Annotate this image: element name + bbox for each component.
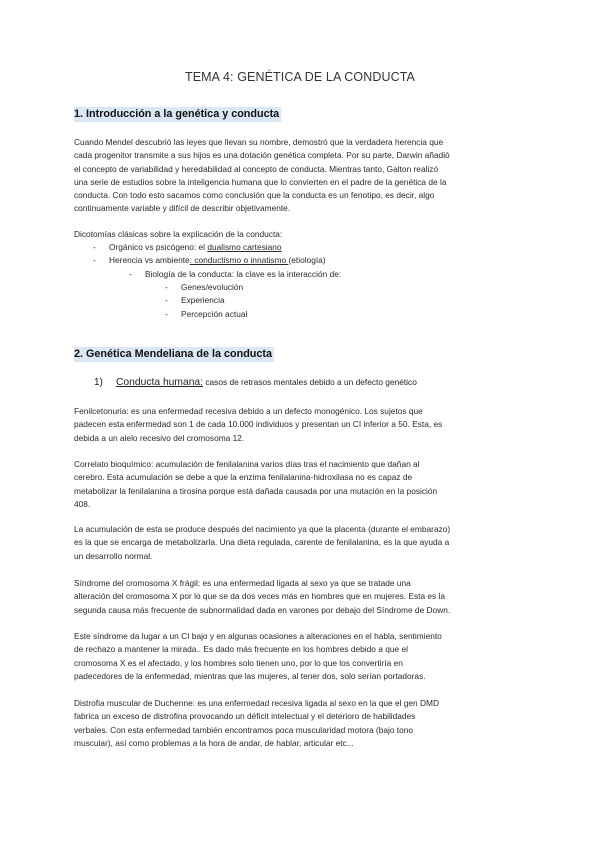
paragraph-sindrome xyxy=(74,630,534,683)
text-line: Síndrome del cromosoma X frágil: es una enfermedad ligada al sexo ya que se tratade una xyxy=(74,578,411,588)
text-line: de rechazo a mantener la mirada.. Es dado más frecuente en los hombres debido a que el xyxy=(74,644,408,655)
text-line: cada progenitor transmite a sus hijos es una dotación genética completa. Por su parte, Darwin añadió xyxy=(74,150,450,161)
text-line: Este síndrome da lugar a un CI bajo y en algunas ocasiones a alteraciones en el habla, sentimiento xyxy=(74,631,442,641)
paragraph-acumulacion xyxy=(74,523,534,563)
list-item-tail: (etiología) xyxy=(288,255,326,265)
bullet-dash: - xyxy=(93,242,96,252)
section-1-heading xyxy=(74,108,281,120)
text-line: el concepto de variabilidad y heredabilidad al concepto de conducta. Mientras tanto, Galton realizó xyxy=(74,163,439,174)
text-line: segunda causa más frecuente de subnormalidad dada en varones por debajo del Síndrome de Down. xyxy=(74,604,451,615)
text-line: debida a un alelo recesivo del cromosoma 12. xyxy=(74,432,245,443)
bullet-dash: - xyxy=(165,309,168,319)
list-item-text: Orgánico vs psicógeno: el xyxy=(109,242,208,252)
text-line: padecedores de la enfermedad, mientras que las mujeres, al tener dos, solo serían portadoras. xyxy=(74,670,426,681)
text-line: Fenilcetonuria: es una enfermedad recesiva debido a un defecto monogénico. Los sujetos que xyxy=(74,406,423,416)
subsection-label: Conducta humana: xyxy=(116,377,204,388)
bullet-dash: - xyxy=(165,295,168,305)
conductismo-link[interactable]: : conductismo o innatismo xyxy=(189,255,289,265)
text-line: verbales. Con esta enfermedad también encontramos poca muscularidad motora (bajo tono xyxy=(74,724,414,735)
text-line: alteración del cromosoma X por lo que se da dos veces más en hombres que en mujeres. Esta es la xyxy=(74,591,446,602)
text-line: un desarrollo normal. xyxy=(74,550,153,561)
text-line: cromosoma X es el afectado, y los hombres solo tienen uno, por lo que los convertiría en xyxy=(74,657,403,668)
list-item-text: Percepción actual xyxy=(181,309,248,319)
text-line: Correlato bioquímico: acumulación de fenilalanina varios días tras el nacimiento que dañan al xyxy=(74,459,420,469)
subsection-heading xyxy=(94,377,417,388)
list-item xyxy=(165,309,248,319)
text-line: continuamente variable y difícil de describir objetivamente. xyxy=(74,203,291,214)
text-line: padecen esta enfermedad son 1 de cada 10.000 individuos y presentan un CI inferior a 50. Esta, es xyxy=(74,419,443,430)
subsection-number: 1) xyxy=(94,377,103,388)
paragraph-x-fragil xyxy=(74,577,534,617)
text-line: Distrofia muscular de Duchenne: es una enfermedad recesiva ligada al sexo en la que el gen DMD xyxy=(74,698,440,708)
text-line: La acumulación de esta se produce después del nacimiento ya que la placenta (durante el embarazo) xyxy=(74,524,451,534)
document-title: TEMA 4: GENÉTICA DE LA CONDUCTA xyxy=(185,70,415,84)
section-2-heading xyxy=(74,348,274,360)
text-line: muscular), así como problemas a la hora de andar, de hablar, articular etc... xyxy=(74,737,354,748)
text-line: una serie de estudios sobre la inteligencia humana que lo convierten en el padre de la genética de la xyxy=(74,176,447,187)
list-item xyxy=(93,242,282,252)
text-line: Cuando Mendel descubrió las leyes que llevan su nombre, demostró que la verdadera herencia que xyxy=(74,137,444,147)
dualismo-link[interactable]: dualismo cartesiano xyxy=(207,242,282,252)
text-line: fabrica un exceso de distrofina provocando un déficit intelectual y el deterioro de habilidades xyxy=(74,711,416,722)
paragraph-fenilcetonuria xyxy=(74,405,534,445)
list-item-text: Experiencia xyxy=(181,295,225,305)
list-item xyxy=(165,282,244,292)
bullet-dash: - xyxy=(93,255,96,265)
text-line: 408. xyxy=(74,498,91,509)
section-2-heading-text: 2. Genética Mendeliana de la conducta xyxy=(74,348,273,360)
subsection-text: casos de retrasos mentales debido a un defecto genético xyxy=(203,377,417,387)
bullet-dash: - xyxy=(165,282,168,292)
section-1-heading-text: 1. Introducción a la genética y conducta xyxy=(74,108,280,120)
bullet-dash: - xyxy=(129,269,132,279)
intro-paragraph xyxy=(74,136,534,216)
text-line: conducta. Con todo esto sacamos como conclusión que la conducta es un fenotipo, es decir, algo xyxy=(74,190,435,201)
list-item xyxy=(129,269,342,279)
paragraph-correlato xyxy=(74,458,534,511)
list-item xyxy=(165,295,225,305)
list-item-text: Biología de la conducta: la clave es la interacción de: xyxy=(145,269,342,279)
text-line: Dicotomías clásicas sobre la explicación de la conducta: xyxy=(74,229,283,239)
text-line: metabolizar la fenilalanina a tirosina porque está dañada causada por una mutación en la posición xyxy=(74,485,438,496)
list-item-text: Genes/evolución xyxy=(181,282,244,292)
list-item xyxy=(93,255,326,265)
list-item-text: Herencia vs ambiente xyxy=(109,255,190,265)
dichotomies-intro xyxy=(74,228,534,241)
text-line: es la que se encarga de metabolizarla. Una dieta regulada, carente de fenilalanina, es la que ayuda a xyxy=(74,537,450,548)
paragraph-duchenne xyxy=(74,697,534,750)
text-line: cerebro. Esta acumulación se debe a que la enzima fenilalanina-hidroxilasa no es capaz de xyxy=(74,472,413,483)
